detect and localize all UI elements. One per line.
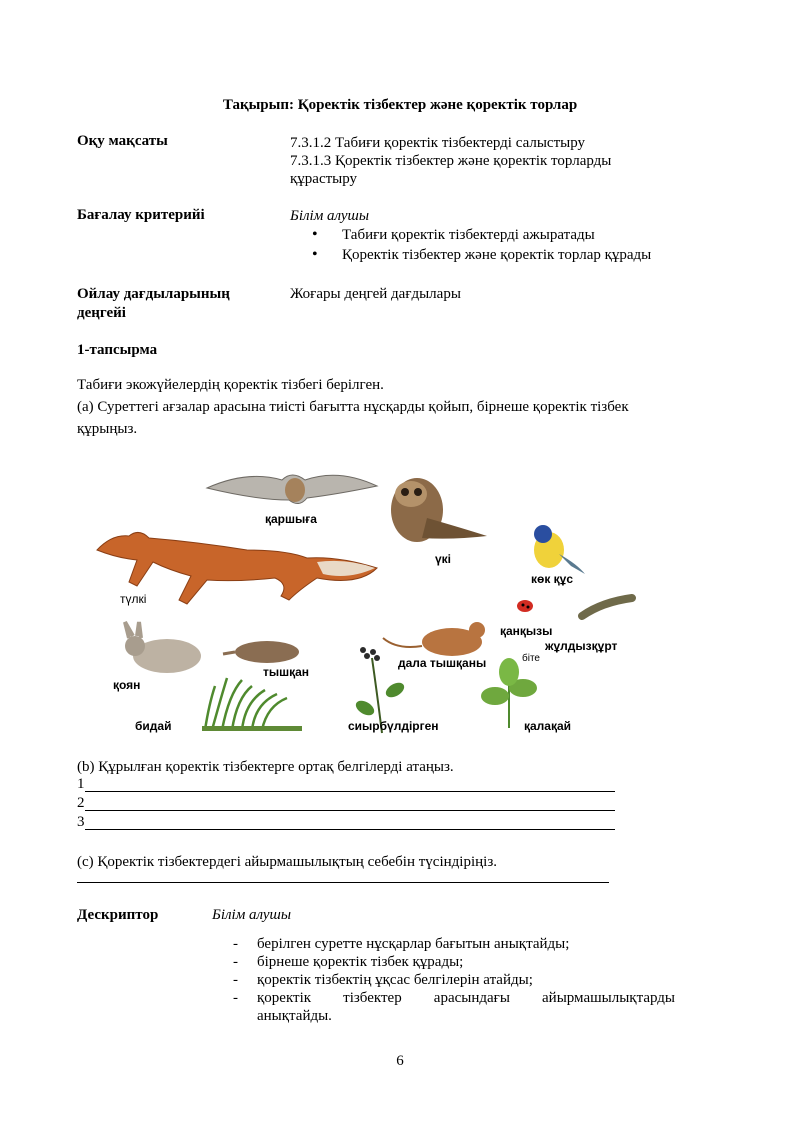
label-owl: үкі bbox=[435, 552, 452, 566]
answer-number: 2 bbox=[77, 795, 85, 811]
task-text bbox=[77, 374, 707, 440]
answer-number: 1 bbox=[77, 776, 85, 792]
ladybug-image bbox=[517, 600, 533, 612]
label-nettle: қалақай bbox=[524, 719, 572, 733]
learning-objective-value bbox=[290, 134, 611, 188]
task-part-a: (a) Суреттегі ағзалар арасына тиісті бағытта нұсқарды қойып, бірнеше қоректік тізбек bbox=[77, 399, 629, 415]
answer-rule bbox=[85, 791, 615, 792]
descriptor-item: - бірнеше қоректік тізбек құрады; bbox=[230, 953, 675, 971]
label-wheat: бидай bbox=[135, 719, 172, 733]
task-part-a-cont: құрыңыз. bbox=[77, 421, 138, 437]
descriptor-item: - қоректік тізбектің ұқсас белгілерін атайды; bbox=[230, 971, 675, 989]
descriptor-item-cont: анықтайды. bbox=[257, 1008, 332, 1024]
assessment-intro: Білім алушы bbox=[290, 208, 370, 224]
descriptor-label: Дескриптор bbox=[77, 907, 159, 923]
field-mouse-image bbox=[383, 622, 485, 656]
answer-line-c[interactable] bbox=[77, 882, 609, 883]
thinking-level-label-line: Ойлау дағдыларының bbox=[77, 286, 230, 302]
objective-line: құрастыру bbox=[290, 171, 358, 187]
answer-line[interactable] bbox=[77, 776, 617, 794]
label-shrew: тышқан bbox=[263, 665, 310, 679]
assessment-criteria-value bbox=[290, 207, 710, 265]
label-hawk: қаршыға bbox=[265, 512, 317, 526]
wheat-image bbox=[202, 678, 302, 731]
descriptor-intro: Білім алушы bbox=[212, 907, 292, 923]
task-part-b: (b) Құрылған қоректік тізбектерге ортақ белгілерді атаңыз. bbox=[77, 759, 454, 775]
thinking-level-label-line: деңгейі bbox=[77, 305, 126, 321]
label-field-mouse: дала тышқаны bbox=[398, 656, 487, 670]
task-heading: 1-тапсырма bbox=[77, 342, 158, 358]
owl-image bbox=[391, 478, 487, 542]
label-ladybug: қанқызы bbox=[500, 624, 553, 638]
descriptor-item: - берілген суретте нұсқарлар бағытын анықтайды; bbox=[230, 935, 675, 953]
label-caterpillar: жұлдызқұрт bbox=[545, 639, 618, 653]
descriptor-list bbox=[230, 935, 675, 1025]
answer-line[interactable] bbox=[77, 814, 617, 832]
task-part-c: (c) Қоректік тізбектердегі айырмашылықтың себебін түсіндіріңіз. bbox=[77, 854, 497, 870]
label-ladybug-alt: біте bbox=[522, 653, 540, 664]
objective-line: 7.3.1.2 Табиғи қоректік тізбектерді салыстыру bbox=[290, 135, 586, 151]
answer-rule bbox=[85, 810, 615, 811]
assessment-bullet-list bbox=[290, 225, 710, 265]
label-rabbit: қоян bbox=[113, 678, 141, 692]
shrew-image bbox=[223, 641, 299, 663]
descriptor-item bbox=[230, 989, 675, 1025]
answer-number: 3 bbox=[77, 814, 85, 830]
nettle-image bbox=[481, 658, 537, 728]
descriptor-item-text: - қоректік тізбектер арасындағы айырмашылықтарды bbox=[257, 990, 675, 1006]
thinking-level-label bbox=[77, 285, 230, 323]
page-number: 6 bbox=[396, 1053, 404, 1069]
tit-image bbox=[534, 525, 585, 574]
assessment-bullet: • Қоректік тізбектер және қоректік торлар құрады bbox=[290, 245, 710, 265]
page-title: Тақырып: Қоректік тізбектер және қоректік торлар bbox=[222, 97, 578, 113]
assessment-bullet: • Табиғи қоректік тізбектерді ажыратады bbox=[290, 225, 710, 245]
answer-rule bbox=[85, 829, 615, 830]
label-fox: түлкі bbox=[120, 592, 147, 606]
food-chain-figure bbox=[77, 458, 637, 738]
assessment-criteria-label: Бағалау критерийі bbox=[77, 207, 205, 223]
thinking-level-value: Жоғары деңгей дағдылары bbox=[290, 286, 461, 302]
food-chain-illustration bbox=[77, 458, 637, 738]
objective-line: 7.3.1.3 Қоректік тізбектер және қоректік торларды bbox=[290, 153, 612, 169]
hawk-image bbox=[207, 475, 377, 504]
learning-objective-label: Оқу мақсаты bbox=[77, 133, 168, 149]
caterpillar-image bbox=[582, 598, 632, 616]
answer-line[interactable] bbox=[77, 795, 617, 813]
label-tit: көк құс bbox=[531, 572, 574, 586]
label-elderberry: сиырбүлдірген bbox=[348, 719, 439, 733]
task-intro: Табиғи экожүйелердің қоректік тізбегі берілген. bbox=[77, 377, 384, 393]
rabbit-image bbox=[125, 622, 201, 673]
